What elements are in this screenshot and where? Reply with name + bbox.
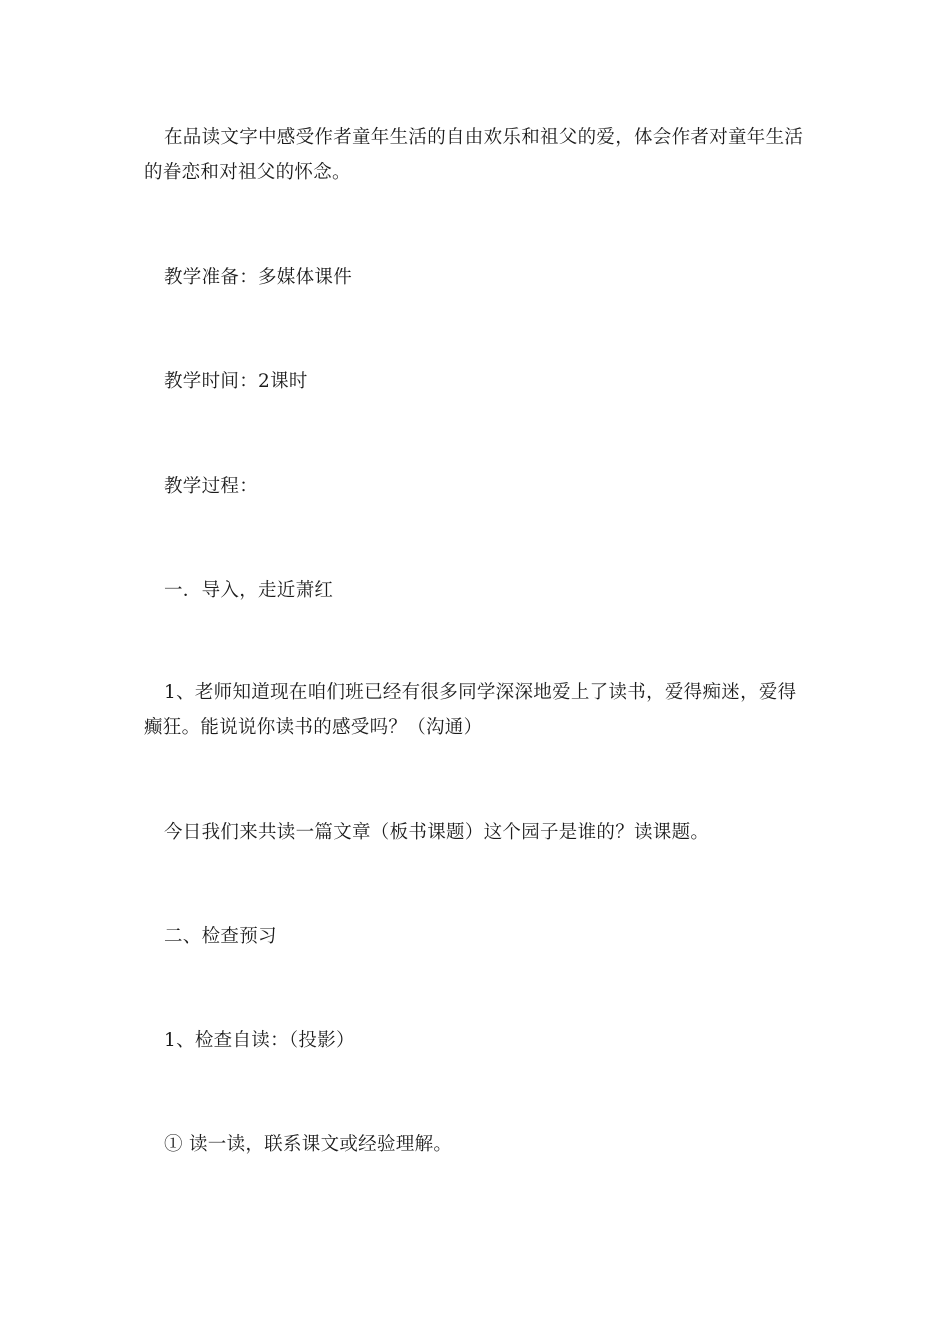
section-two-heading: 二、检查预习 xyxy=(164,926,277,947)
preparation-line: 教学准备：多媒体课件 xyxy=(164,267,353,288)
lesson-intro-line: 今日我们来共读一篇文章（板书课题）这个园子是谁的？读课题。 xyxy=(164,822,710,843)
reading-task-item: ① 读一读，联系课文或经验理解。 xyxy=(164,1134,453,1155)
section-one-heading: 一．导入，走近萧红 xyxy=(164,580,334,601)
intro-question-paragraph: 1、老师知道现在咱们班已经有很多同学深深地爱上了读书，爱得痴迷，爱得癫狂。能说说你读书的感受吗？（沟通） xyxy=(144,682,797,738)
objective-paragraph: 在品读文字中感受作者童年生活的自由欢乐和祖父的爱，体会作者对童年生活的眷恋和对祖父的怀念。 xyxy=(144,127,804,183)
self-reading-check-line: 1、检查自读：（投影） xyxy=(164,1030,355,1051)
process-heading: 教学过程： xyxy=(164,476,259,497)
duration-line: 教学时间：2课时 xyxy=(164,371,308,392)
